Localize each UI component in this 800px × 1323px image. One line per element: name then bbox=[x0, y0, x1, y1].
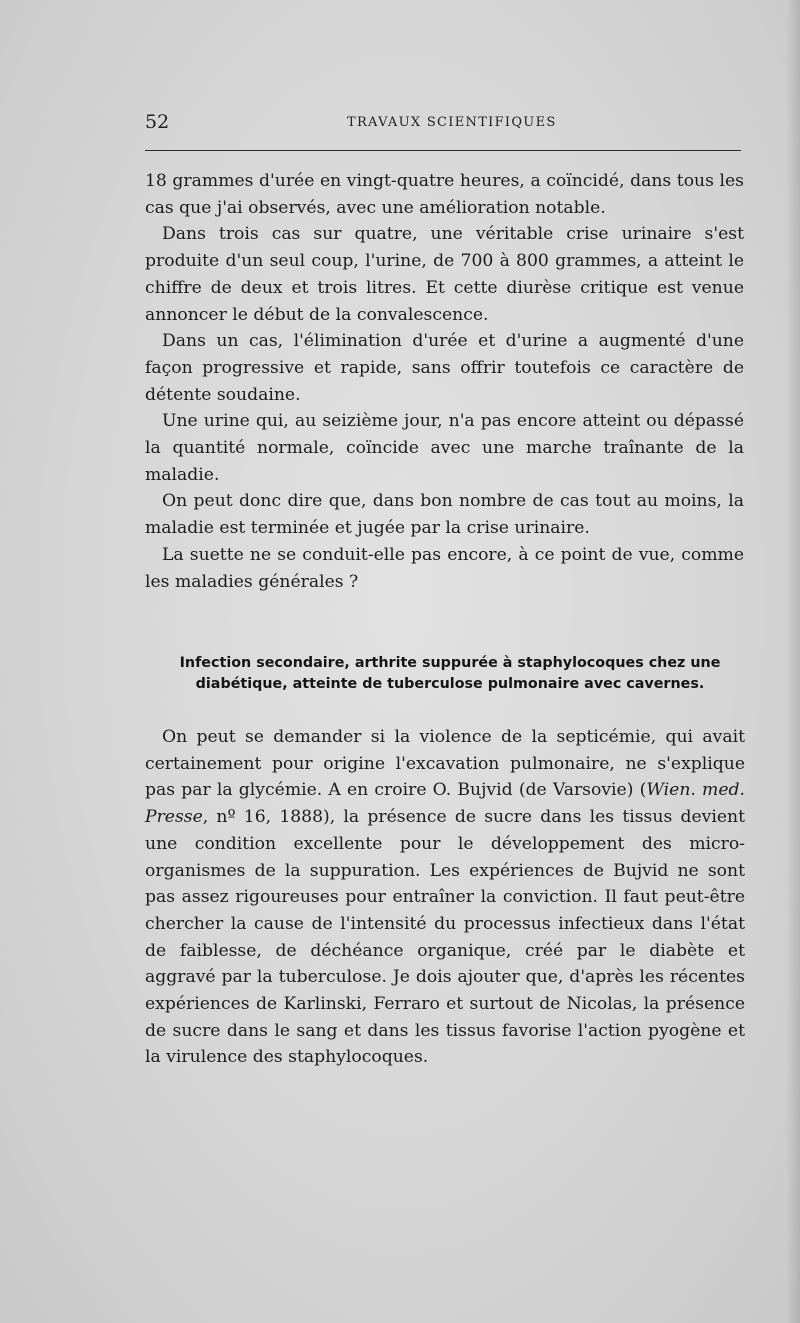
paragraph-6: La suette ne se conduit-elle pas encore, à ce point de vue, comme les maladies générales ? bbox=[145, 544, 744, 592]
paragraph-7-part-1: On peut se demander si la violence de la septicémie, qui avait certainement pour origine l'excavation pulmonaire, ne s'explique pas par la glycémie. A en croire O. Bujvid (de Varsovie) ( bbox=[145, 727, 745, 801]
paragraph-1: 18 grammes d'urée en vingt-quatre heures, a coïncidé, dans tous les cas que j'ai observés, avec une amélioration notable. bbox=[145, 171, 744, 218]
section-heading-line-2: diabétique, atteinte de tuberculose pulmonaire avec cavernes. bbox=[195, 676, 705, 692]
paragraph-3: Dans un cas, l'élimination d'urée et d'urine a augmenté d'une façon progressive et rapide, sans offrir toutefois ce caractère de détente soudaine. bbox=[145, 331, 744, 405]
page-number: 52 bbox=[145, 111, 170, 133]
header-rule bbox=[145, 150, 741, 151]
paragraph-4: Une urine qui, au seizième jour, n'a pas encore atteint ou dépassé la quantité normale, coïncide avec une marche traînante de la maladie. bbox=[145, 411, 744, 485]
section-1-body bbox=[145, 168, 744, 595]
section-2-body bbox=[145, 724, 745, 1071]
running-header bbox=[145, 111, 745, 137]
section-heading-line-1: Infection secondaire, arthrite suppurée à staphylocoques chez une bbox=[179, 655, 721, 671]
section-heading bbox=[145, 653, 755, 695]
paragraph-7-part-2: , nº 16, 1888), la présence de sucre dans les tissus devient une condition excellente pour le développement des micro-organismes de la suppuration. Les expériences de Bujvid ne sont pas assez rigoureuses pour entraîner la conviction. Il faut peut-être chercher la cause de l'intensité du processus infectieux dans l'état de faiblesse, de déchéance organique, créé par le diabète et aggravé par la tuberculose. Je dois ajouter que, d'après les récentes expériences de Karlinski, Ferraro et surtout de Nicolas, la présence de sucre dans le sang et dans les tissus favorise l'action pyogène et la virulence des staphylocoques. bbox=[145, 807, 745, 1068]
citation-journal: Wien. med. Presse bbox=[145, 780, 745, 828]
page-edge-shadow bbox=[786, 0, 800, 1323]
paragraph-7 bbox=[145, 724, 745, 1071]
paragraph-2: Dans trois cas sur quatre, une véritable crise urinaire s'est produite d'un seul coup, l'urine, de 700 à 800 grammes, a atteint le chiffre de deux et trois litres. Et cette diurèse critique est venue annoncer le début de la convalescence. bbox=[145, 224, 744, 325]
paragraph-5: On peut donc dire que, dans bon nombre de cas tout au moins, la maladie est terminée et jugée par la crise urinaire. bbox=[145, 491, 744, 539]
running-title: TRAVAUX SCIENTIFIQUES bbox=[347, 115, 557, 130]
